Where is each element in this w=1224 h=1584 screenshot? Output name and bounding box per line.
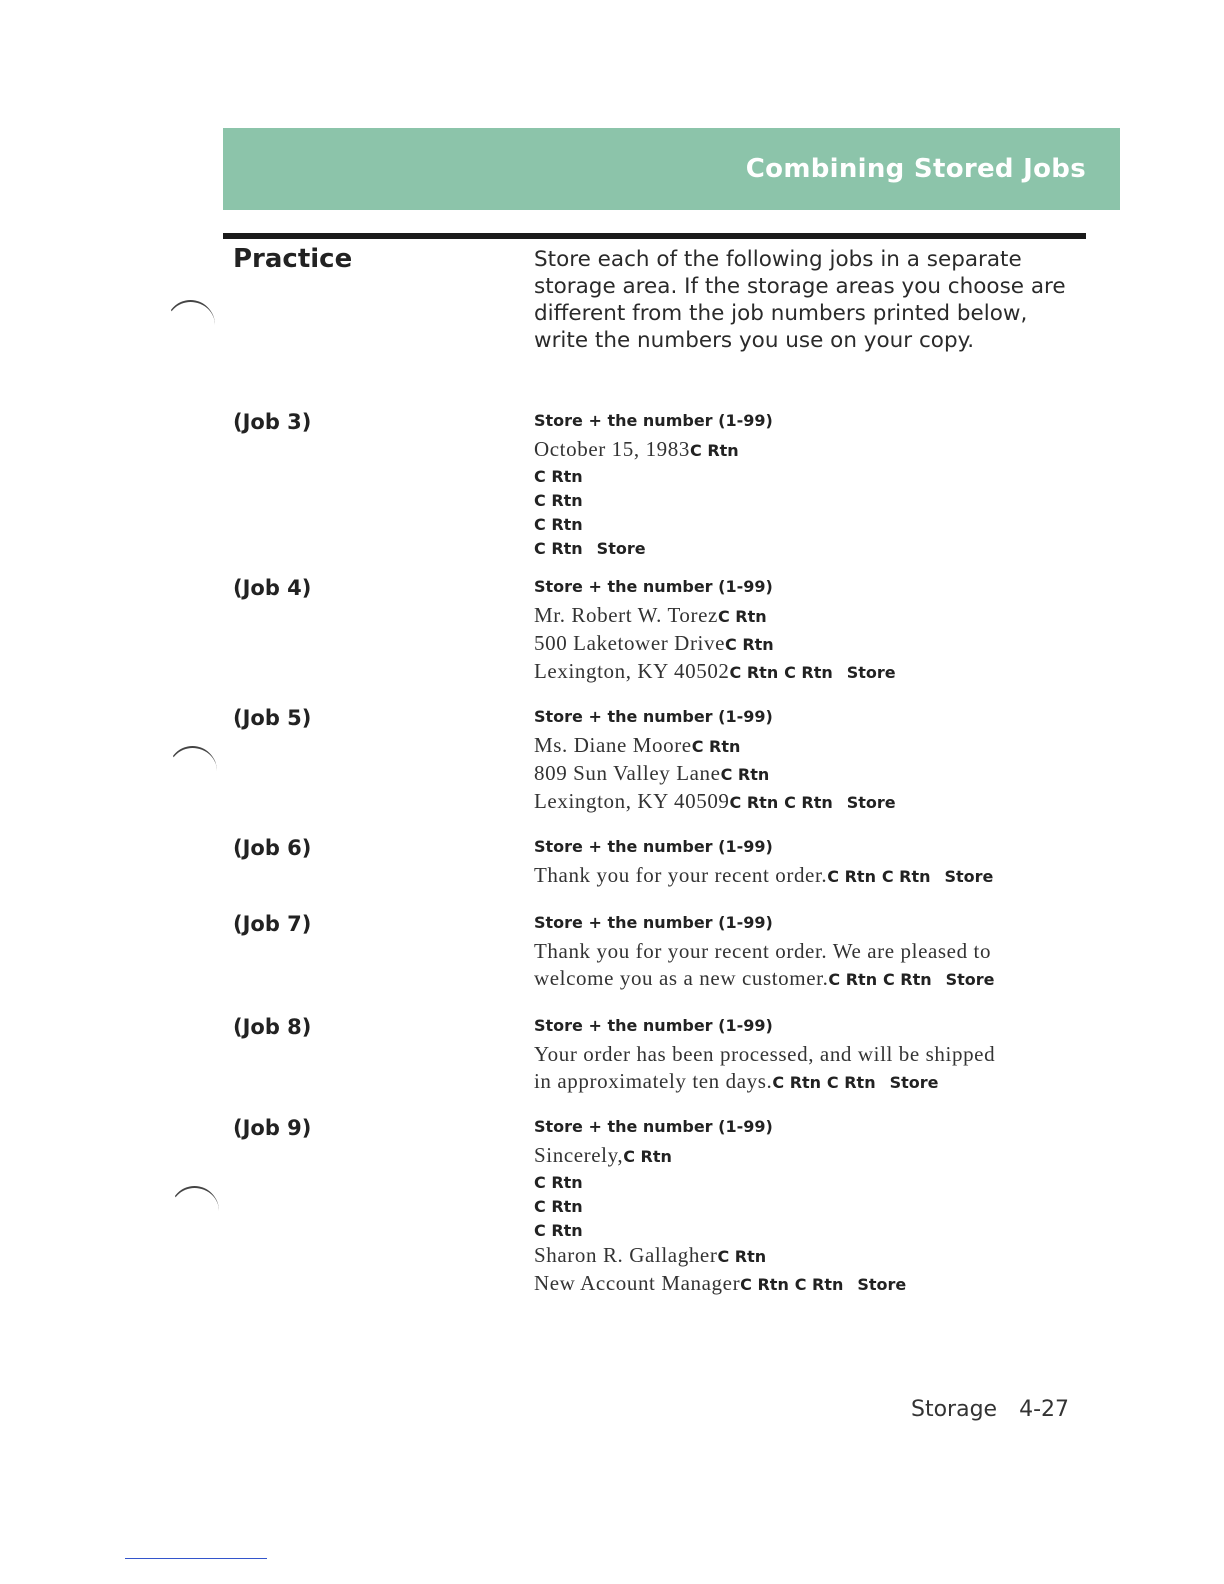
job-label: (Job 8) — [233, 1015, 312, 1039]
scan-mark-line — [125, 1558, 267, 1559]
job-line — [534, 1242, 1079, 1270]
job-keystrokes — [534, 836, 1079, 890]
job-line-text: Ms. Diane Moore — [534, 733, 692, 757]
carriage-return-key: C Rtn — [720, 765, 770, 784]
page-number: 4-27 — [1019, 1397, 1070, 1422]
section-heading: Practice — [233, 244, 353, 274]
job-keystrokes — [534, 410, 1079, 560]
job-line — [534, 788, 1079, 816]
binder-hole-mark — [166, 300, 215, 350]
job-line-text: Your order has been processed, and will be shipped — [534, 1042, 996, 1066]
footer-section: Storage — [911, 1397, 998, 1422]
job-instruction: Store + the number (1-99) — [534, 837, 773, 856]
binder-hole-mark — [168, 746, 217, 796]
job-line-text: October 15, 1983 — [534, 437, 690, 461]
job-line-text: Thank you for your recent order. We are pleased to — [534, 939, 992, 963]
store-key: Store — [945, 970, 995, 989]
job-line — [534, 1170, 1079, 1194]
job-line — [534, 1194, 1079, 1218]
store-key: Store — [944, 867, 994, 886]
store-key: Store — [846, 663, 896, 682]
job-line-text: Thank you for your recent order. — [534, 863, 828, 887]
carriage-return-key: C Rtn — [740, 1275, 789, 1294]
job-line-text: welcome you as a new customer. — [534, 966, 829, 990]
job-line — [534, 760, 1079, 788]
job-line-text: Lexington, KY 40509 — [534, 789, 730, 813]
job-instruction: Store + the number (1-99) — [534, 707, 773, 726]
header-banner — [223, 128, 1120, 210]
carriage-return-key: C Rtn — [534, 1173, 583, 1192]
carriage-return-key: C Rtn — [717, 1247, 767, 1266]
job-line — [534, 1270, 1079, 1298]
job-line — [534, 1218, 1079, 1242]
carriage-return-key: C Rtn — [691, 737, 741, 756]
intro-paragraph: Store each of the following jobs in a separate storage area. If the storage areas you choose are different from the job numbers printed below, write the numbers you use on your copy. — [534, 247, 1066, 353]
carriage-return-key: C Rtn — [828, 970, 878, 989]
job-line-text: 500 Laketower Drive — [534, 631, 725, 655]
job-line-text: Mr. Robert W. Torez — [534, 603, 718, 627]
job-keystrokes — [534, 576, 1079, 686]
carriage-return-key: C Rtn — [827, 867, 876, 886]
carriage-return-key: C Rtn — [534, 1221, 583, 1240]
job-line — [534, 630, 1079, 658]
carriage-return-key: C Rtn — [623, 1147, 672, 1166]
job-instruction: Store + the number (1-99) — [534, 913, 773, 932]
carriage-return-key: C Rtn — [534, 539, 583, 558]
job-line-text: Sharon R. Gallagher — [534, 1243, 718, 1267]
carriage-return-key: C Rtn — [534, 1197, 583, 1216]
carriage-return-key: C Rtn — [881, 867, 931, 886]
carriage-return-key: C Rtn — [534, 491, 583, 510]
job-line — [534, 512, 1079, 536]
carriage-return-key: C Rtn — [784, 663, 833, 682]
carriage-return-key: C Rtn — [784, 793, 833, 812]
carriage-return-key: C Rtn — [794, 1275, 844, 1294]
carriage-return-key: C Rtn — [690, 441, 739, 460]
job-instruction: Store + the number (1-99) — [534, 577, 773, 596]
section-rule — [223, 233, 1086, 239]
job-instruction: Store + the number (1-99) — [534, 411, 773, 430]
carriage-return-key: C Rtn — [826, 1073, 876, 1092]
store-key: Store — [857, 1275, 907, 1294]
job-line — [534, 488, 1079, 512]
job-label: (Job 5) — [233, 706, 312, 730]
job-label: (Job 3) — [233, 410, 312, 434]
job-instruction: Store + the number (1-99) — [534, 1117, 773, 1136]
job-keystrokes — [534, 1116, 1079, 1298]
job-line — [534, 436, 1079, 464]
store-key: Store — [846, 793, 896, 812]
job-line — [534, 536, 1079, 560]
carriage-return-key: C Rtn — [729, 793, 779, 812]
job-keystrokes — [534, 1015, 1079, 1096]
job-line — [534, 464, 1079, 488]
store-key: Store — [596, 539, 646, 558]
job-line — [534, 862, 1079, 890]
job-label: (Job 4) — [233, 576, 312, 600]
carriage-return-key: C Rtn — [534, 515, 583, 534]
store-key: Store — [889, 1073, 939, 1092]
job-line-text: Sincerely, — [534, 1143, 624, 1167]
job-line — [534, 1041, 1079, 1068]
carriage-return-key: C Rtn — [717, 607, 767, 626]
job-line — [534, 1142, 1079, 1170]
job-instruction: Store + the number (1-99) — [534, 1016, 773, 1035]
job-keystrokes — [534, 912, 1079, 993]
job-line — [534, 732, 1079, 760]
page-title: Combining Stored Jobs — [745, 154, 1086, 184]
job-keystrokes — [534, 706, 1079, 816]
job-line-text: New Account Manager — [534, 1271, 741, 1295]
job-line — [534, 938, 1079, 965]
page-footer — [911, 1397, 1069, 1422]
job-line-text: Lexington, KY 40502 — [534, 659, 730, 683]
carriage-return-key: C Rtn — [725, 635, 774, 654]
binder-hole-mark — [170, 1186, 219, 1236]
job-line — [534, 1068, 1079, 1096]
job-line — [534, 602, 1079, 630]
carriage-return-key: C Rtn — [772, 1073, 822, 1092]
job-line-text: 809 Sun Valley Lane — [534, 761, 721, 785]
carriage-return-key: C Rtn — [729, 663, 779, 682]
job-label: (Job 9) — [233, 1116, 312, 1140]
carriage-return-key: C Rtn — [534, 467, 583, 486]
job-line-text: in approximately ten days. — [534, 1069, 773, 1093]
job-label: (Job 6) — [233, 836, 312, 860]
job-label: (Job 7) — [233, 912, 312, 936]
job-line — [534, 658, 1079, 686]
carriage-return-key: C Rtn — [882, 970, 932, 989]
job-line — [534, 965, 1079, 993]
